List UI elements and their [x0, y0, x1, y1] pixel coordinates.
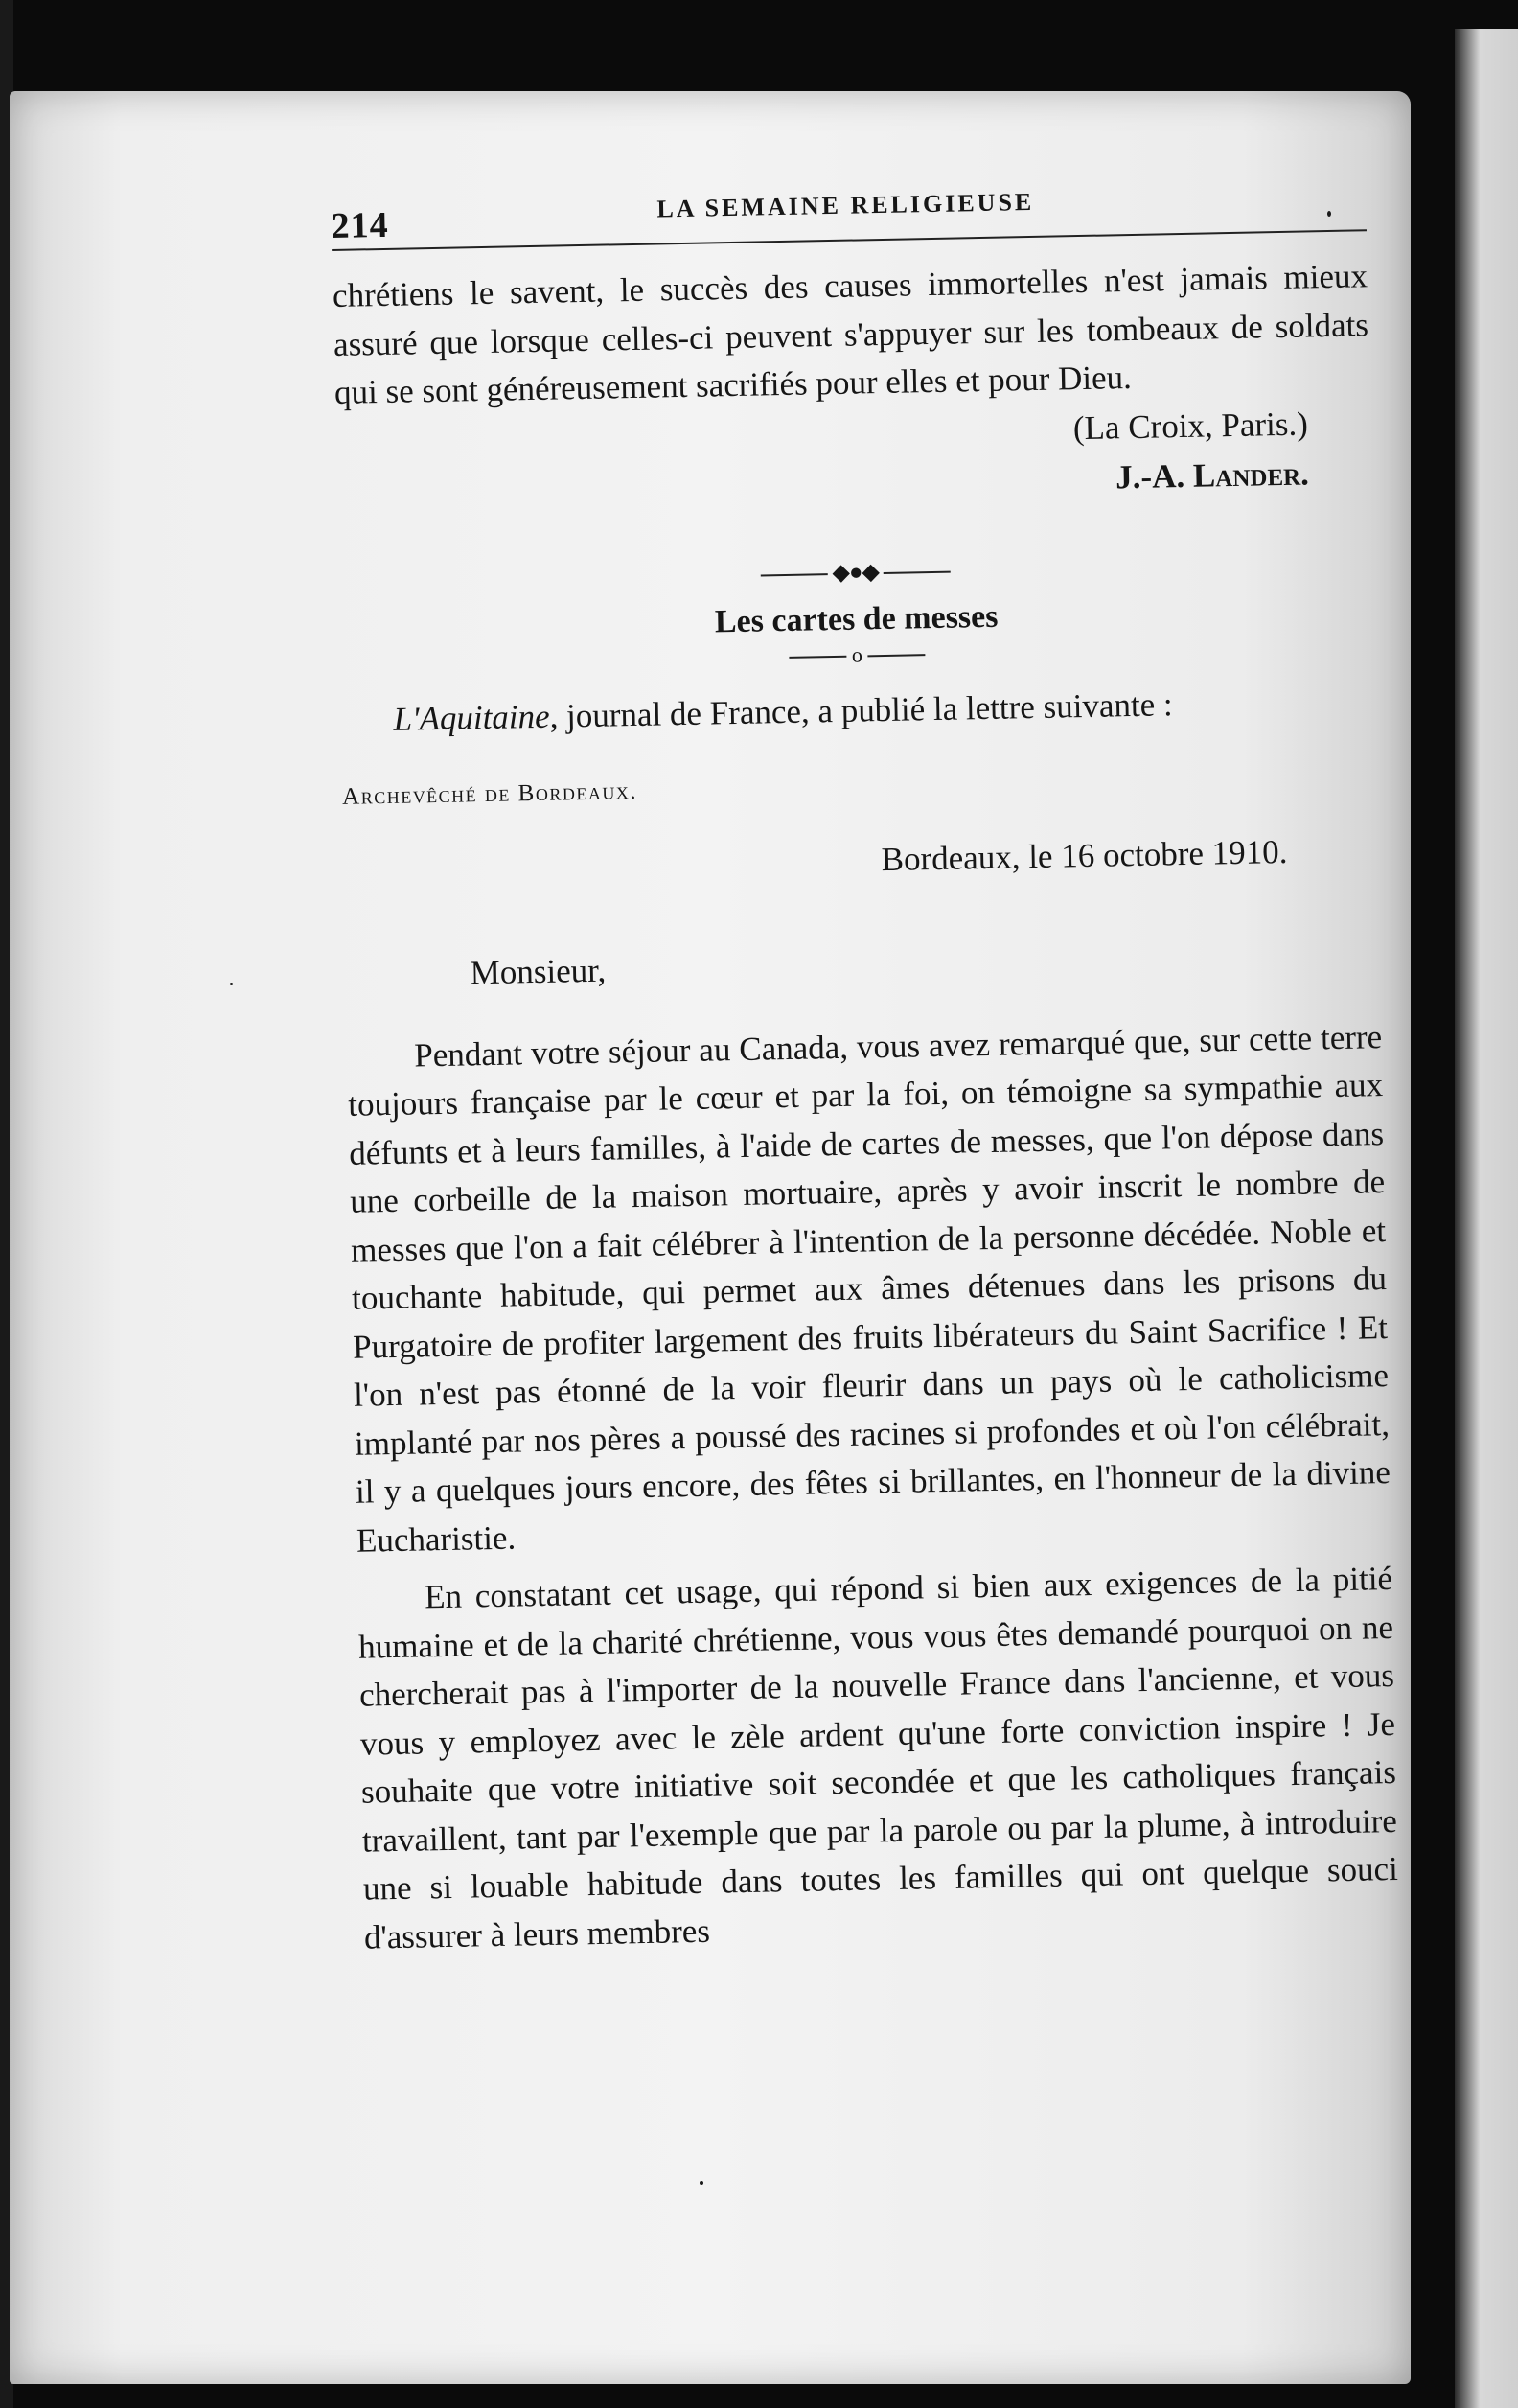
continued-paragraph: chrétiens le savent, le succès des causes immortelles n'est jamais mieux assuré que lorsque celles-ci peuvent s'appuyer sur les tombeaux de soldats qui se sont généreusement sacrifiés pour elles et pour Dieu. — [332, 257, 1369, 411]
page-number: 214 — [331, 204, 390, 246]
facing-page-edge — [1455, 29, 1518, 2408]
intro-journal-name: L'Aquitaine — [393, 697, 550, 738]
intro-line — [340, 676, 1376, 746]
running-title: LA SEMAINE RELIGIEUSE — [656, 187, 1035, 223]
source-citation: (La Croix, Paris.) — [1072, 404, 1309, 447]
page-content — [331, 172, 1399, 1971]
intro-rest: , journal de France, a publié la lettre suivante : — [549, 684, 1174, 735]
section-title: Les cartes de messes — [714, 598, 999, 639]
letter-paragraph-2: En constatant cet usage, qui répond si bien aux exigences de la pitié humaine et de la charité chrétienne, vous vous êtes demandé pourquoi on ne chercherait pas à l'importer de la nouvelle France dans l'ancienne, et vous vous y employez avec le zèle ardent qu'une forte conviction inspire ! Je souhaite que votre initiative soit secondée et que les catholiques français travaillent, tant par l'exemple que par la parole ou par la plume, à introduire une si louable habitude dans toutes les familles qui ont quelque souci d'assurer à leurs membres — [357, 1559, 1399, 1956]
letter-paragraph-1: Pendant votre séjour au Canada, vous avez remarqué que, sur cette terre toujours française par le cœur et par la foi, on témoigne sa sympathie aux défunts et à leurs familles, à l'aide de cartes de messes, que l'on dépose dans une corbeille de la maison mortuaire, après y avoir inscrit le nombre de messes que l'on a fait célébrer à l'intention de la personne décédée. Noble et touchante habitude, qui permet aux âmes détenues dans les prisons du Purgatoire de profiter largement des fruits libérateurs du Saint Sacrifice ! Et l'on n'est pas étonné de la voir fleurir dans un pays où le catholicisme implanté par nos pères a poussé des racines si profondes et où l'on célébrait, il y a quelques jours encore, des fêtes si brillantes, en l'honneur de la divine Eucharistie. — [347, 1017, 1392, 1560]
author-name: J.-A. Lander. — [1115, 453, 1310, 496]
letterhead: Archevêché de Bordeaux. — [341, 777, 638, 810]
dust-speck — [230, 983, 233, 985]
salutation: Monsieur, — [470, 951, 607, 991]
dust-speck — [700, 2181, 703, 2185]
title-divider-mark: o — [851, 641, 863, 667]
section-divider-ornament: ◆●◆ — [338, 551, 1373, 594]
dateline: Bordeaux, le 16 octobre 1910. — [881, 832, 1288, 878]
signature-block — [335, 399, 1310, 517]
